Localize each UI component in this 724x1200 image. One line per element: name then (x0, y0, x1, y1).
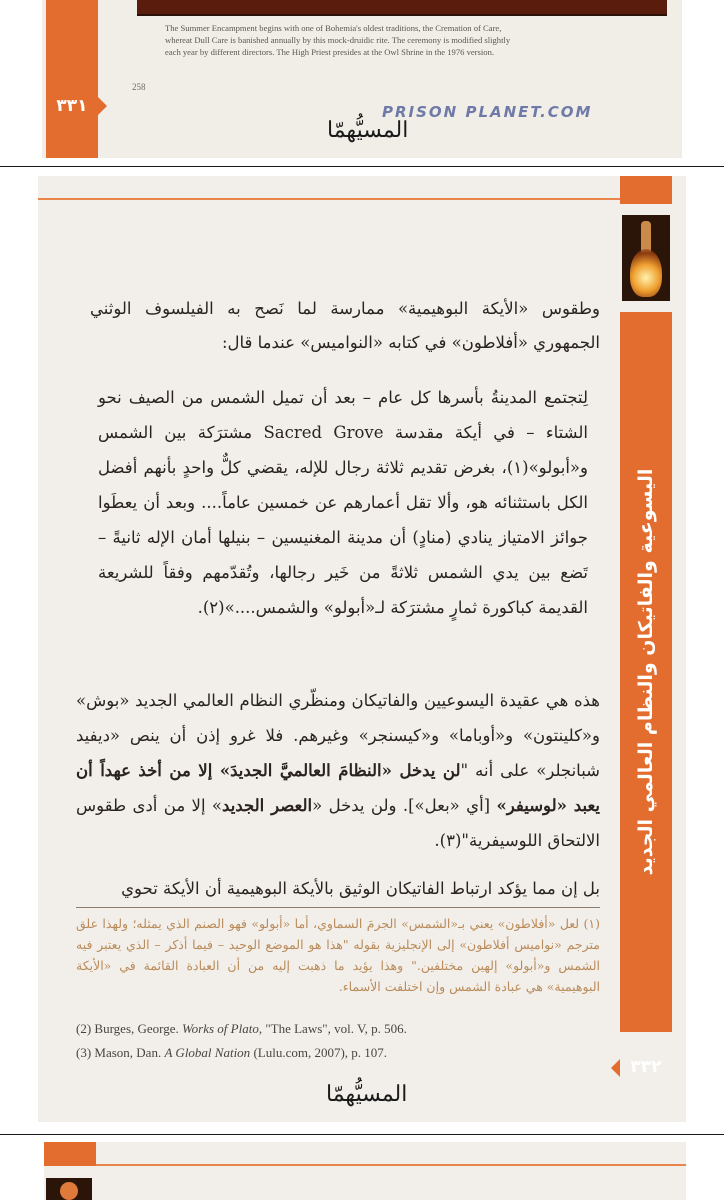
footnote-rule (76, 907, 600, 908)
photo-strip (137, 0, 667, 16)
paragraph: بل إن مما يؤكد ارتباط الفاتيكان الوثيق بالأيكة البوهيمية أن الأيكة تحوي (121, 879, 600, 898)
chapter-thumbnail (46, 1178, 92, 1200)
ref-details: (Lulu.com, 2007), p. 107. (250, 1045, 388, 1060)
ref-details: , "The Laws", vol. V, p. 506. (258, 1021, 407, 1036)
caption-line: The Summer Encampment begins with one of Bohemia's oldest traditions, the Cremation of Care, (165, 23, 502, 33)
signature-logo: المسيُّهمّا (327, 118, 409, 143)
page-corner-tab (620, 176, 672, 204)
reference-item (76, 1017, 600, 1041)
header-rule (38, 198, 620, 200)
source-page-number: 258 (132, 82, 146, 92)
watermark: PRISON PLANET.COM (382, 103, 593, 121)
chapter-title-text: اليسوعية والفاتيكان والنظام العالمي الجديد (635, 468, 657, 876)
ref-author: (3) Mason, Dan. (76, 1045, 165, 1060)
chapter-thumbnail (622, 215, 670, 301)
page-number: ٣٣٢ (630, 1057, 662, 1077)
page-tab-arrow (611, 1059, 620, 1077)
text: [أي «بعل»]. ولن يدخل « (312, 796, 497, 815)
divider (0, 1134, 724, 1135)
reference-item (76, 1041, 600, 1065)
paragraph (76, 683, 600, 858)
bold-term: العصر الجديد (222, 796, 313, 815)
photo-caption (165, 22, 585, 58)
block-quote: لِتجتمع المدينةُ بأسرها كل عام – بعد أن تميل الشمس من الصيف نحو الشتاء – في أيكة مقدسة Sacred Grove مشترَكة بين الشمس و«أبولو»(١)، بغرض تقديم ثلاثة رجال للإله، يقضي كلٌّ واحدٍ بأنهم أفضل الكل باستثنائه هو، وألا تقل أعمارهم عن خمسين عاماً.... وبعد أن يعطَوا جوائز الامتياز ينادي (منادٍ) أن مدينة المغنيسين – بنيلها أمان الإله ثانيةً – تَضع بين يدي الشمس ثلاثةً من خَير رجالها، وتُقدّمهم وفقاً للشريعة القديمة كباكورة ثمارٍ مشترَكة لـ«أبولو» والشمس....»(٢). (98, 388, 588, 617)
page-tab (46, 0, 98, 158)
ref-title: A Global Nation (164, 1045, 251, 1060)
text: » إلا من أدى طقوس الالتحاق اللوسيفرية"(٣). (76, 796, 600, 850)
fire-glow (60, 1182, 78, 1200)
divider (0, 166, 724, 167)
ref-author: (2) Burges, George. (76, 1021, 183, 1036)
page-corner-tab (44, 1142, 96, 1166)
ref-title: Works of Plato (182, 1021, 259, 1036)
text: هذه هي عقيدة اليسوعيين والفاتيكان ومنظّري النظام العالمي الجديد «بوش» و«كلينتون» و«أوباما» و«كيسنجر» وغيرهم. فلا غرو إذن أن ينص «ديفيد شبانجلر» على أنه " (76, 691, 600, 780)
fire-glow (630, 249, 662, 297)
signature-logo: المسيُّهمّا (326, 1082, 408, 1107)
chapter-title (620, 312, 672, 1032)
page-number: ٣٣١ (56, 96, 88, 116)
next-page (44, 1142, 686, 1200)
references (76, 1017, 600, 1065)
header-rule (44, 1164, 686, 1166)
page-tab-arrow (98, 97, 107, 115)
bold-quote: لن يدخل «النظامَ العالميَّ الجديدَ» إلا من أخذ عهداً أن يعبد «لوسيفر» (76, 761, 600, 815)
footnote: (١) لعل «أفلاطون» يعني بـ«الشمس» الجرمَ السماوي، أما «أبولو» فهو الصنم الذي يمثله؛ ولهذا علق مترجم «نواميس أفلاطون» إلى الإنجليزية بقوله "هذا هو الموضع الوحيد – فيما أذكر – الذي يعتبر فيه الشمس و«أبولو» إلهين مختلفين." وهذا يؤيد ما ذهبت إليه من أن العبادة القائمة في «الأيكة البوهيمية» هي عبادة الشمس وإن اختلفت الأسماء. (76, 916, 600, 994)
caption-line: each year by different directors. The High Priest presides at the Owl Shrine in the 1976 version. (165, 47, 495, 57)
caption-line: whereat Dull Care is banished annually by this mock-druidic rite. The ceremony is modified slightly (165, 35, 511, 45)
paragraph: وطقوس «الأيكة البوهيمية» ممارسة لما نَصح به الفيلسوف الوثني الجمهوري «أفلاطون» في كتابه «النواميس» عندما قال: (90, 299, 600, 352)
